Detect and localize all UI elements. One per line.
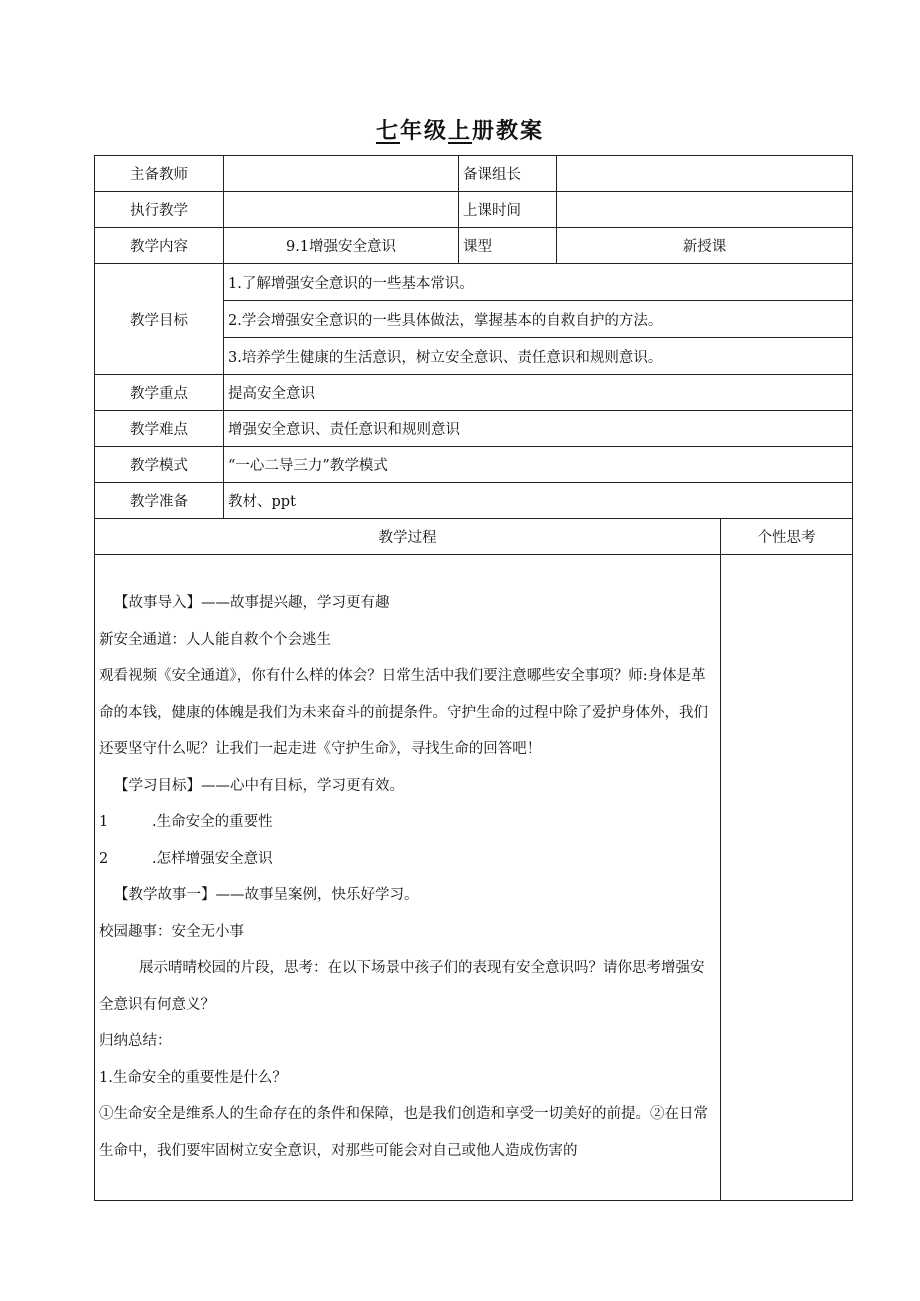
story-one-heading: 【教学故事一】——故事呈案例，快乐好学习。 [114, 887, 419, 903]
video-paragraph: 观看视频《安全通道》，你有什么样的体会？日常生活中我们要注意哪些安全事项？师:身体是革命的本钱，健康的体魄是我们为未来奋斗的前提条件。守护生命的过程中除了爱护身体外，我们还要坚守什么呢？让我们一起走进《守护生命》，寻找生命的回答吧！ [99, 668, 708, 757]
campus-story-paragraph: 展示晴晴校园的片段，思考：在以下场景中孩子们的表现有安全意识吗？请你思考增强安全意识有何意义？ [99, 960, 705, 1013]
mode-row [95, 447, 853, 483]
type-label: 课型 [459, 228, 557, 264]
learning-goal-1 [99, 804, 716, 841]
process-header: 教学过程 [95, 519, 721, 555]
mode-value: “一心二导三力”教学模式 [224, 447, 853, 483]
exec-teacher-label: 执行教学 [95, 192, 224, 228]
learning-goals-heading: 【学习目标】——心中有目标，学习更有效。 [114, 777, 404, 794]
title-suffix: 册教案 [472, 118, 545, 144]
lesson-plan-table [94, 155, 853, 1201]
side-header: 个性思考 [721, 519, 853, 555]
learning-goal-2 [99, 841, 716, 878]
key-point-row [95, 375, 853, 411]
main-teacher-value [224, 156, 459, 192]
safety-channel-line: 新安全通道：人人能自救个个会逃生 [99, 631, 331, 648]
prep-value: 教材、ppt [224, 483, 853, 519]
process-header-row [95, 519, 853, 555]
group-leader-label: 备课组长 [459, 156, 557, 192]
key-point-label: 教学重点 [95, 375, 224, 411]
goal-item: 1.了解增强安全意识的一些基本常识。 [224, 264, 853, 301]
content-label: 教学内容 [95, 228, 224, 264]
title-grade-number: 七 [375, 118, 400, 144]
list-text: .生命安全的重要性 [152, 814, 273, 830]
group-leader-value [557, 156, 853, 192]
side-notes-cell [721, 555, 853, 1201]
info-row-exec [95, 192, 853, 228]
difficulty-label: 教学难点 [95, 411, 224, 447]
story-intro-heading: 【故事导入】——故事提兴趣，学习更有趣 [114, 595, 390, 611]
class-time-label: 上课时间 [459, 192, 557, 228]
process-content [95, 555, 721, 1201]
list-number: 1 [99, 814, 109, 830]
difficulty-value: 增强安全意识、责任意识和规则意识 [224, 411, 853, 447]
summary-heading: 归纳总结： [99, 1033, 172, 1049]
prep-label: 教学准备 [95, 483, 224, 519]
main-teacher-label: 主备教师 [95, 156, 224, 192]
process-body-row [95, 555, 853, 1201]
info-row-teacher [95, 156, 853, 192]
document-title [0, 114, 920, 145]
exec-teacher-value [224, 192, 459, 228]
title-grade: 年级 [399, 118, 448, 144]
mode-label: 教学模式 [95, 447, 224, 483]
key-point-value: 提高安全意识 [224, 375, 853, 411]
goals-label: 教学目标 [95, 264, 224, 375]
prep-row [95, 483, 853, 519]
content-value: 9.1增强安全意识 [224, 228, 459, 264]
info-row-content [95, 228, 853, 264]
type-value: 新授课 [557, 228, 853, 264]
question-1: 1.生命安全的重要性是什么？ [99, 1069, 287, 1086]
title-volume: 上 [448, 118, 473, 144]
goal-item: 3.培养学生健康的生活意识，树立安全意识、责任意识和规则意识。 [224, 338, 853, 375]
campus-story-line: 校园趣事：安全无小事 [99, 923, 244, 940]
answer-paragraph: ①生命安全是维系人的生命存在的条件和保障，也是我们创造和享受一切美好的前提。②在日常生命中，我们要牢固树立安全意识，对那些可能会对自己或他人造成伤害的 [99, 1106, 708, 1159]
list-text: .怎样增强安全意识 [152, 850, 273, 867]
goal-row-1 [95, 264, 853, 301]
list-number: 2 [99, 850, 109, 867]
goal-item: 2.学会增强安全意识的一些具体做法，掌握基本的自救自护的方法。 [224, 301, 853, 338]
difficulty-row [95, 411, 853, 447]
class-time-value [557, 192, 853, 228]
